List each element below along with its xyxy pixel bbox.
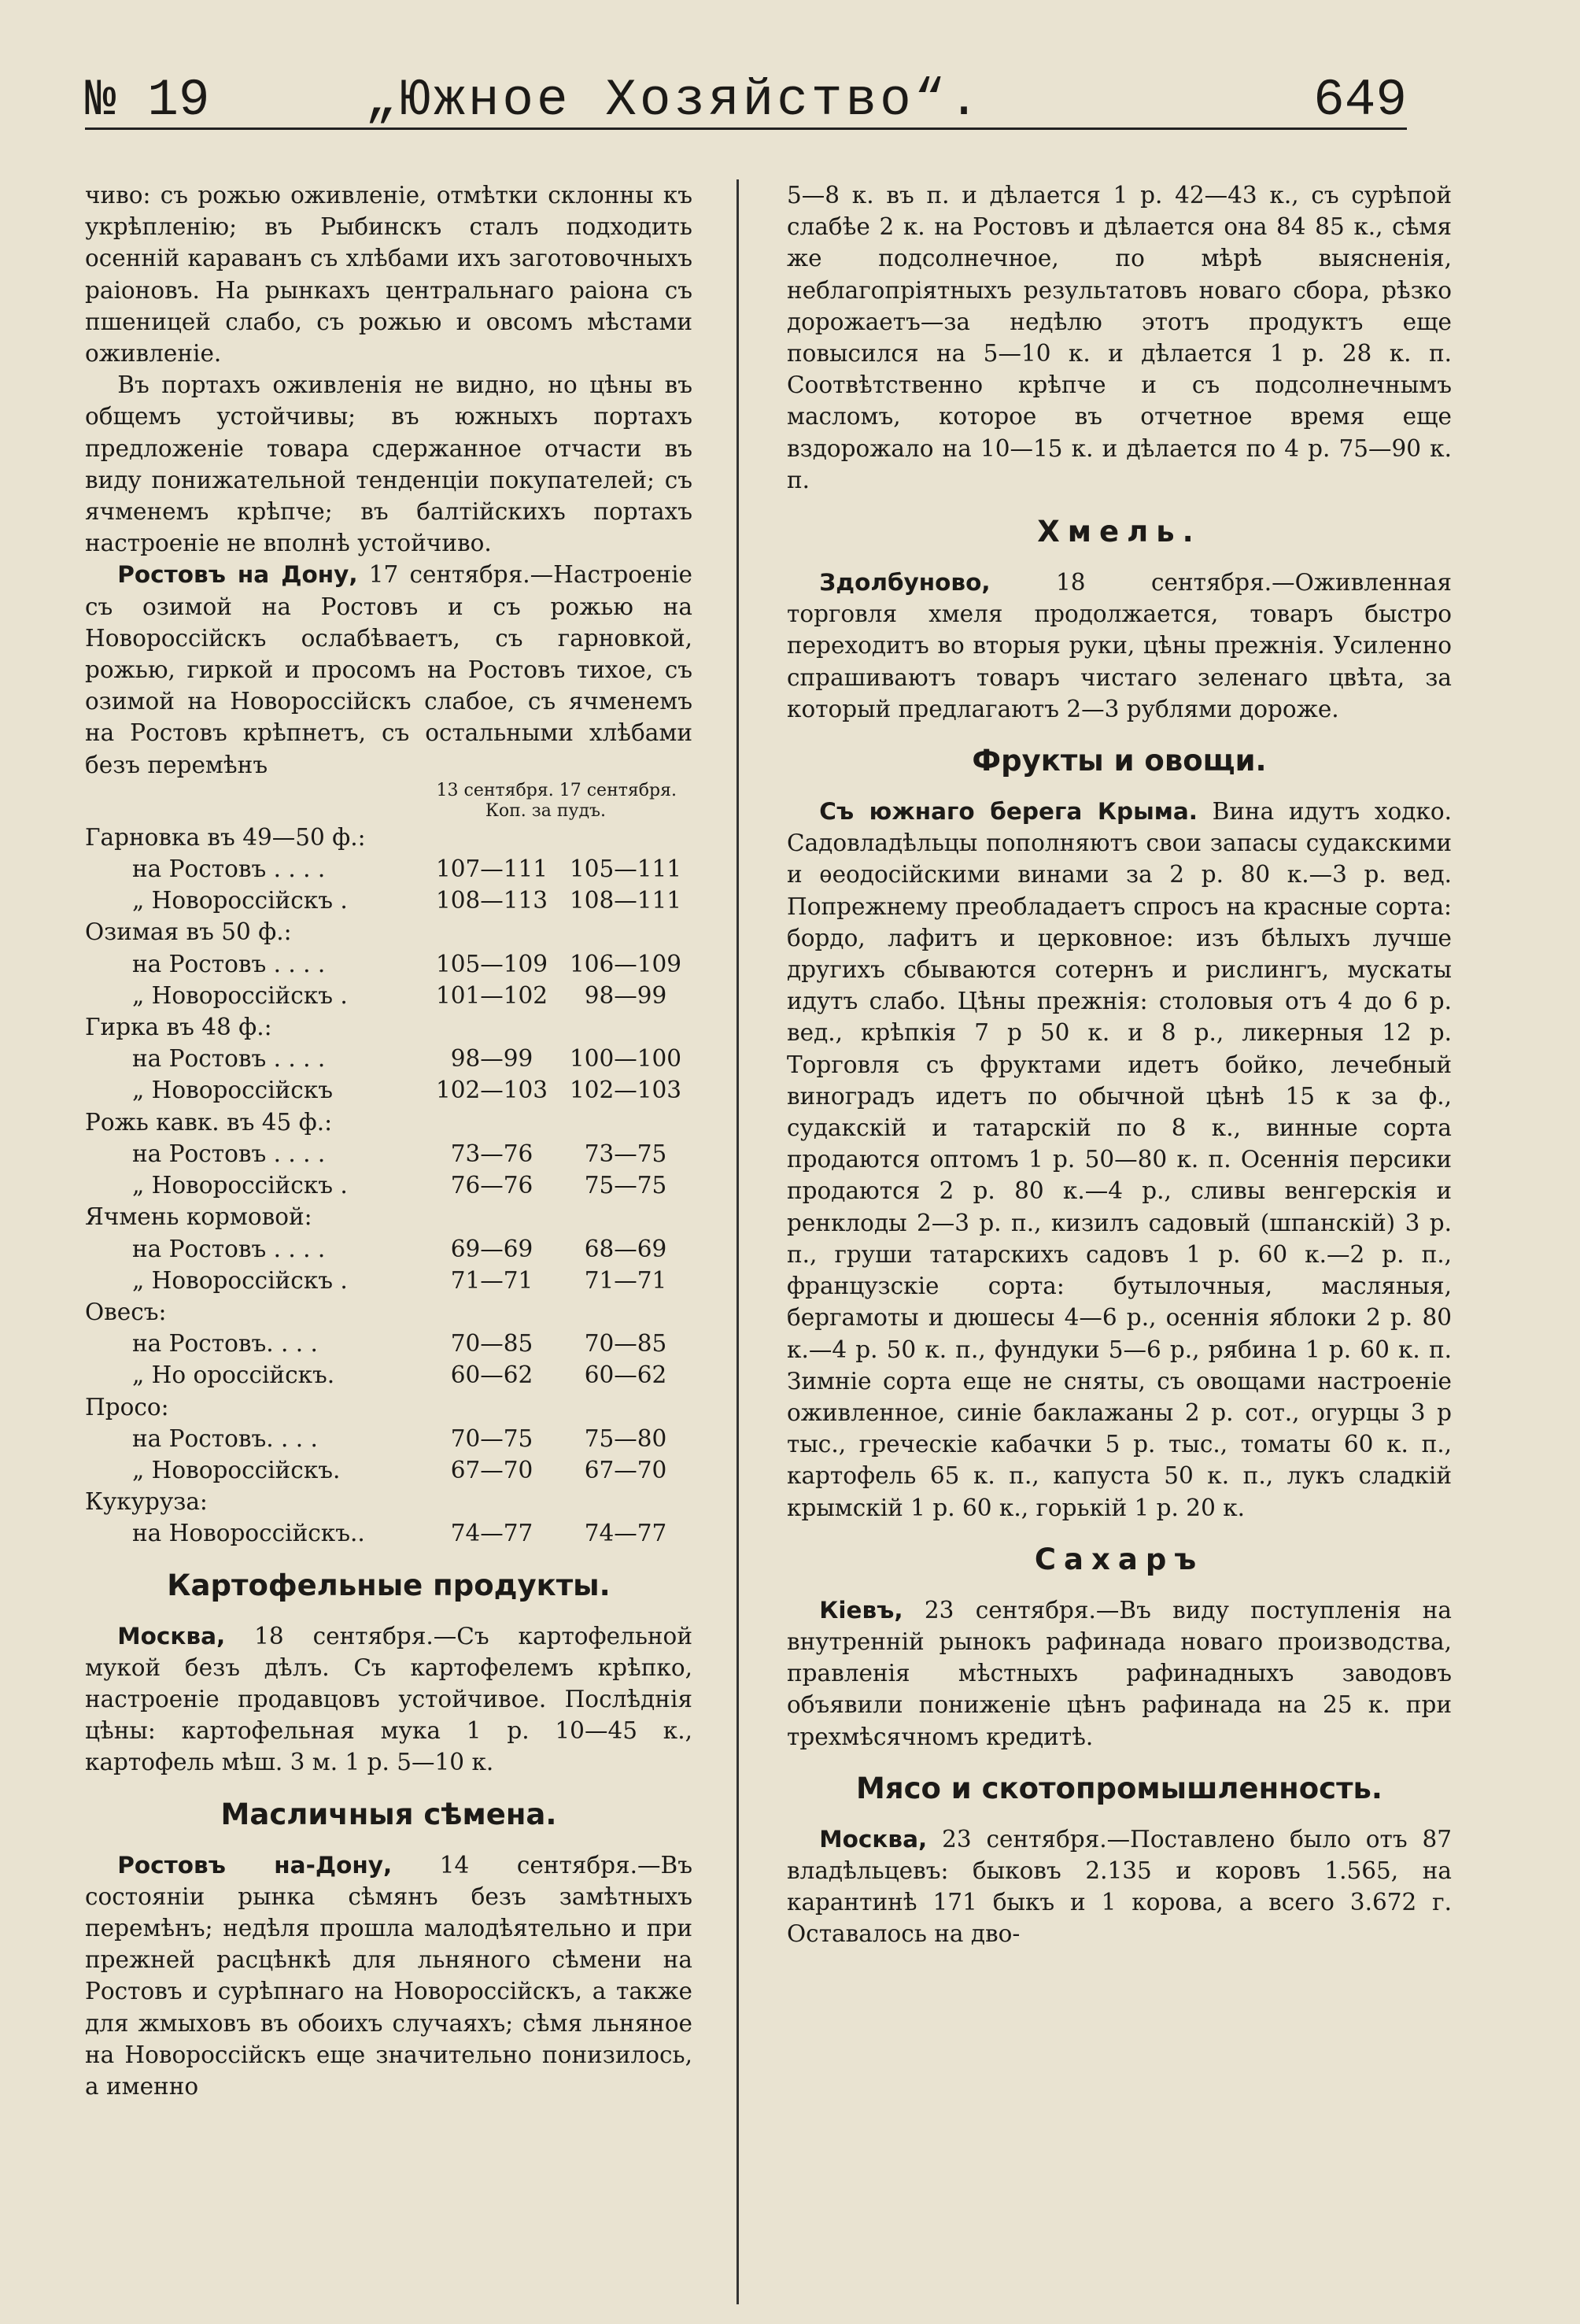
price-sep13-cell: 71—71 xyxy=(450,1266,533,1294)
report-text: 18 сентября.—Оживленная торговля хмеля продолжается, товаръ быстро переходитъ во вторыя руки, цѣны прежнія. Усиленно спрашиваютъ товаръ чистаго зеленаго цвѣта, за который предлагаютъ 2—3 рублями дороже. xyxy=(787,569,1452,722)
section-heading-fruit: Фрукты и овощи. xyxy=(972,744,1267,778)
report-text: 17 сентября.—Настроеніе съ озимой на Ростовъ и съ рожью на Новороссійскъ ослабѣваетъ, съ гарновкой, рожью, гиркой и просомъ на Ростовъ тихое, съ озимой на Новороссійскъ слабое, съ ячменемъ на Ростовъ крѣпнетъ, съ остальными хлѣбами безъ перемѣнъ xyxy=(85,561,692,778)
grain-label: Гирка въ 48 ф.: xyxy=(85,1014,272,1041)
right-column xyxy=(787,179,1452,1950)
table-row xyxy=(85,1169,692,1201)
table-row xyxy=(85,1233,692,1265)
grain-label: Озимая въ 50 ф.: xyxy=(85,918,292,946)
table-group-row xyxy=(85,1296,692,1328)
price-sep13-cell: 108—113 xyxy=(435,887,548,914)
price-sep17-cell: 105—111 xyxy=(569,855,682,883)
destination-cell: на Ростовъ. . . . xyxy=(132,1330,318,1358)
report-moscow-meat xyxy=(787,1823,1452,1950)
price-sep17-cell: 68—69 xyxy=(584,1235,667,1262)
price-sep17-cell: 106—109 xyxy=(569,950,682,977)
grain-label: Ячмень кормовой: xyxy=(85,1203,312,1231)
report-text: 23 сентября.—Поставлено было отъ 87 владѣльцевъ: быковъ 2.135 и коровъ 1.565, на карантинѣ 171 быкъ и 1 корова, а всего 3.672 г. Оставалось на дво- xyxy=(787,1825,1452,1948)
report-crimea xyxy=(787,796,1452,1524)
table-group-row xyxy=(85,1201,692,1232)
section-heading-hop: Хмель. xyxy=(1037,515,1202,549)
table-group-row xyxy=(85,1391,692,1423)
destination-cell: „ Новороссійскъ . xyxy=(132,887,348,914)
section-heading-oilseeds: Масличныя сѣмена. xyxy=(220,1797,557,1831)
table-row xyxy=(85,1423,692,1454)
report-text: 23 сентября.—Въ виду поступленія на внутренній рынокъ рафинада новаго производства, правленія мѣстныхъ рафинадныхъ заводовъ объявили пониженіе цѣнъ рафинада на 25 к. при трехмѣсячномъ кредитѣ. xyxy=(787,1596,1452,1750)
report-place: Кіевъ, xyxy=(819,1596,903,1624)
price-sep13-cell: 70—75 xyxy=(450,1424,533,1452)
price-sep17-cell: 102—103 xyxy=(569,1077,682,1104)
column-divider xyxy=(736,179,739,2304)
price-sep13-cell: 73—76 xyxy=(450,1140,533,1167)
price-sep17-cell: 67—70 xyxy=(584,1456,667,1483)
price-sep17-cell: 60—62 xyxy=(584,1362,667,1389)
price-sep13-cell: 67—70 xyxy=(450,1456,533,1483)
price-sep17-cell: 75—75 xyxy=(584,1172,667,1199)
report-place: Съ южнаго берега Крыма. xyxy=(819,798,1198,826)
table-row xyxy=(85,885,692,916)
report-text: 14 сентября.—Въ состояніи рынка сѣмянъ безъ замѣтныхъ перемѣнъ; недѣля прошла малодѣятельно и при прежней расцѣнкѣ для льняного сѣмени на Ростовъ и сурѣпнаго на Новороссійскъ, а также для жмыховъ въ обоихъ случаяхъ; сѣмя льняное на Новороссійскъ еще значительно понизилось, а именно xyxy=(85,1851,692,2100)
section-heading-meat: Мясо и скотопромышленность. xyxy=(856,1771,1382,1805)
price-sep13-cell: 60—62 xyxy=(450,1362,533,1389)
table-row xyxy=(85,1043,692,1074)
destination-cell: „ Но ороссійскъ. xyxy=(132,1362,335,1389)
price-sep17-cell: 98—99 xyxy=(584,981,667,1009)
table-header-unit: Коп. за пудъ. xyxy=(485,800,606,821)
grain-label: Рожь кавк. въ 45 ф.: xyxy=(85,1108,333,1136)
table-row xyxy=(85,1359,692,1391)
report-text: Вина идутъ ходко. Садовладѣльцы пополняютъ свои запасы судакскими и ѳеодосійскими винами за 2 р. 80 к.—3 р. вед. Попрежнему преобладаетъ спросъ на красные сорта: бордо, лафитъ и церковное: изъ бѣлыхъ лучше другихъ сбываются сотернъ и рислингъ, мускаты идутъ слабо. Цѣны прежнія: столовыя отъ 4 до 6 р. вед., крѣпкія 7 р 50 к. и 8 р., ликерныя 12 р. Торговля съ фруктами идетъ бойко, лечебный виноградъ идетъ по обычной цѣнѣ 15 к за ф., судакскій и татарскій по 8 к., винные сорта продаются оптомъ 1 р. 50—80 к. п. Осеннія персики продаются 2 р. 80 к.—4 р., сливы венгерскія и ренклоды 2—3 р. п., кизилъ садовый (шпанскій) 3 р. п., груши татарскихъ садовъ 1 р. 60 к.—2 р. п., французскіе сорта: бутылочныя, масляныя, бергамоты и дюшесы 4—6 р., осеннія яблоки 2 р. 80 к.—4 р. 50 к. п., фундуки 5—6 р., рябина 1 р. 60 к. п. Зимніе сорта еще не сняты, съ овощами настроеніе оживленное, синіе баклажаны 2 р. сот., огурцы 3 р тыс., греческіе кабачки 5 р. тыс., томаты 60 к. п., картофель 65 к. п., капуста 50 к. п., лукъ сладкій крымскій 1 р. 60 к., горькій 1 р. 20 к. xyxy=(787,798,1452,1521)
report-rostov-seeds xyxy=(85,1849,692,2103)
price-sep17-cell: 71—71 xyxy=(584,1266,667,1294)
paragraph: Въ портахъ оживленія не видно, но цѣны въ общемъ устойчивы; въ южныхъ портахъ предложеніе товара сдержанное отчасти въ виду понижательной тенденціи покупателей; съ ячменемъ крѣпче; въ балтійскихъ портахъ настроеніе не вполнѣ устойчиво. xyxy=(85,371,692,557)
price-sep13-cell: 70—85 xyxy=(450,1330,533,1358)
destination-cell: на Ростовъ . . . . xyxy=(132,1140,326,1167)
table-group-row xyxy=(85,1486,692,1517)
section-heading-potato: Картофельные продукты. xyxy=(167,1568,611,1602)
price-sep13-cell: 69—69 xyxy=(450,1235,533,1262)
journal-title: „Южное Хозяйство“. xyxy=(365,71,983,130)
destination-cell: на Ростовъ. . . . xyxy=(132,1424,318,1452)
price-sep17-cell: 75—80 xyxy=(584,1424,667,1452)
destination-cell: на Новороссійскъ.. xyxy=(132,1520,365,1547)
section-heading-sugar: Сахаръ xyxy=(1034,1542,1205,1576)
destination-cell: на Ростовъ . . . . xyxy=(132,1235,326,1262)
report-place: Москва, xyxy=(117,1622,226,1650)
grain-label: Кукуруза: xyxy=(85,1488,208,1516)
table-row xyxy=(85,1265,692,1296)
price-sep13-cell: 74—77 xyxy=(450,1520,533,1547)
table-group-row xyxy=(85,822,692,853)
report-rostov xyxy=(85,559,692,780)
price-sep17-cell: 100—100 xyxy=(569,1045,682,1073)
table-row xyxy=(85,853,692,885)
destination-cell: „ Новороссійскъ . xyxy=(132,981,348,1009)
price-sep13-cell: 101—102 xyxy=(435,981,548,1009)
grain-label: Гарновка въ 49—50 ф.: xyxy=(85,823,366,851)
report-kiev xyxy=(787,1594,1452,1753)
destination-cell: „ Новороссійскъ xyxy=(132,1077,334,1104)
destination-cell: на Ростовъ . . . . xyxy=(132,1045,326,1073)
table-header xyxy=(85,781,692,822)
issue-number: № 19 xyxy=(85,71,210,130)
report-moscow xyxy=(85,1620,692,1779)
price-sep17-cell: 74—77 xyxy=(584,1520,667,1547)
report-place: Москва, xyxy=(819,1825,928,1853)
paragraph: чиво: съ рожью оживленіе, отмѣтки склонны къ укрѣпленію; въ Рыбинскъ сталъ подходить осенній караванъ съ хлѣбами ихъ заготовочныхъ раіоновъ. На рынкахъ центральнаго раіона съ пшеницей слабо, съ рожью и овсомъ мѣстами оживленіе. xyxy=(85,182,692,368)
report-text: 18 сентября.—Съ картофельной мукой безъ дѣлъ. Съ картофелемъ крѣпко, настроеніе продавцовъ устойчивое. Послѣднія цѣны: картофельная мука 1 р. 10—45 к., картофель мѣш. 3 м. 1 р. 5—10 к. xyxy=(85,1622,692,1776)
grain-label: Просо: xyxy=(85,1393,169,1421)
table-row xyxy=(85,948,692,980)
table-row xyxy=(85,1074,692,1106)
table-group-row xyxy=(85,1011,692,1043)
price-sep13-cell: 102—103 xyxy=(435,1077,548,1104)
table-row xyxy=(85,1517,692,1549)
price-sep17-cell: 108—111 xyxy=(569,887,682,914)
destination-cell: „ Новороссійскъ . xyxy=(132,1266,348,1294)
table-row xyxy=(85,1328,692,1359)
grain-price-table xyxy=(85,822,692,1550)
price-sep13-cell: 107—111 xyxy=(435,855,548,883)
destination-cell: „ Новороссійскъ . xyxy=(132,1172,348,1199)
price-sep13-cell: 98—99 xyxy=(450,1045,533,1073)
report-place: Ростовъ на-Дону, xyxy=(117,1851,393,1879)
destination-cell: на Ростовъ . . . . xyxy=(132,950,326,977)
table-row xyxy=(85,1138,692,1169)
destination-cell: на Ростовъ . . . . xyxy=(132,855,326,883)
destination-cell: „ Новороссійскъ. xyxy=(132,1456,341,1483)
page-number: 649 xyxy=(1313,71,1407,130)
page-header xyxy=(85,61,1407,132)
price-sep17-cell: 73—75 xyxy=(584,1140,667,1167)
report-zdolbunovo xyxy=(787,567,1452,725)
price-sep13-cell: 76—76 xyxy=(450,1172,533,1199)
report-place: Ростовъ на Дону, xyxy=(117,561,358,589)
price-sep17-cell: 70—85 xyxy=(584,1330,667,1358)
table-group-row xyxy=(85,1107,692,1138)
table-row xyxy=(85,1454,692,1486)
grain-label: Овесъ: xyxy=(85,1298,167,1325)
price-sep13-cell: 105—109 xyxy=(435,950,548,977)
header-rule xyxy=(85,127,1407,130)
table-header-dates: 13 сентября. 17 сентября. xyxy=(436,780,677,800)
paragraph: 5—8 к. въ п. и дѣлается 1 р. 42—43 к., съ сурѣпой слабѣе 2 к. на Ростовъ и дѣлается она 84 85 к., сѣмя же подсолнечное, по мѣрѣ выясненія, неблагопріятныхъ результатовъ новаго сбора, рѣзко дорожаетъ—за недѣлю этотъ продуктъ еще повысился на 5—10 к. и дѣлается 1 р. 28 к. п. Соотвѣтственно крѣпче и съ подсолнечнымъ масломъ, которое въ отчетное время еще вздорожало на 10—15 к. и дѣлается по 4 р. 75—90 к. п. xyxy=(787,182,1452,493)
table-row xyxy=(85,980,692,1011)
report-place: Здолбуново, xyxy=(819,569,991,597)
left-column xyxy=(85,179,692,2102)
table-group-row xyxy=(85,916,692,948)
